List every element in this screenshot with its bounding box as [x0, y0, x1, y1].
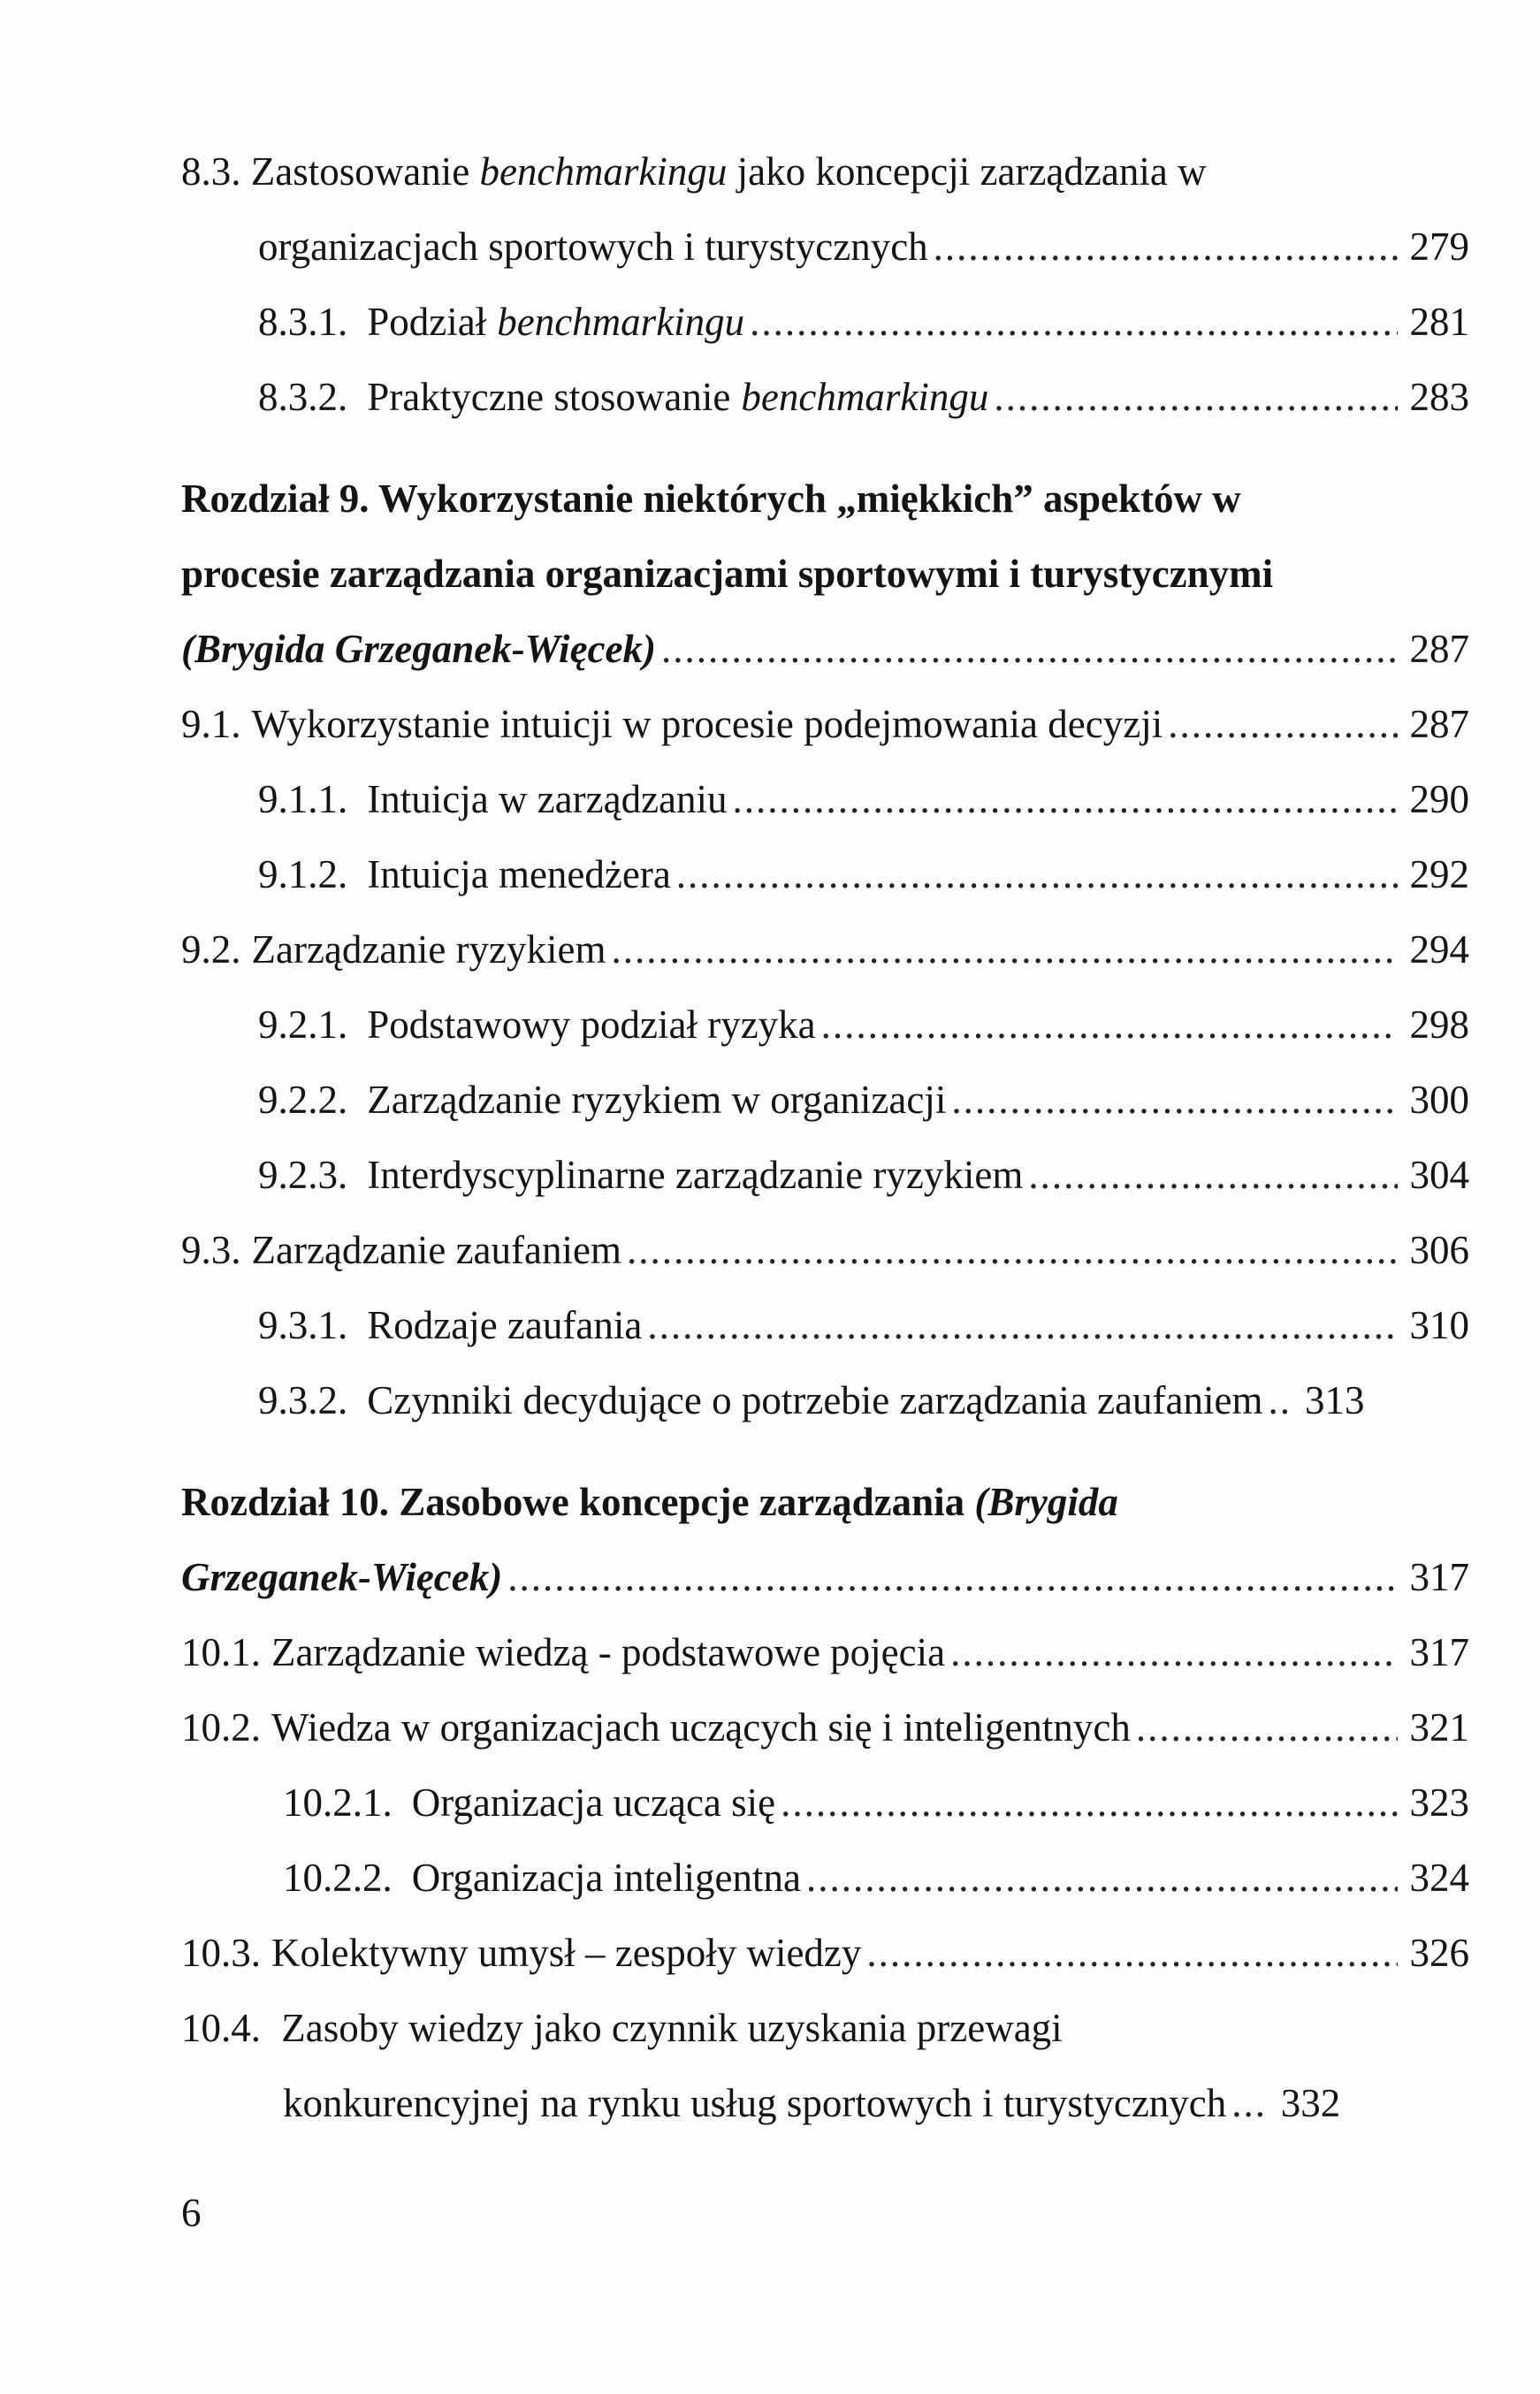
dot-leader — [806, 1855, 1398, 1901]
toc-entry-9-2-3 — [258, 1152, 1469, 1198]
entry-number: 9.2.3. — [258, 1153, 348, 1197]
dot-leader — [612, 926, 1398, 972]
page-ref: 298 — [1409, 1003, 1469, 1047]
chapter-label: Rozdział 10. — [181, 1480, 389, 1524]
toc-entry-9-1 — [181, 701, 1469, 747]
page-ref: 317 — [1409, 1555, 1469, 1599]
toc-entry-9-3 — [181, 1227, 1469, 1273]
toc-entry-8-3-1 — [258, 299, 1469, 345]
dot-leader — [507, 1554, 1398, 1600]
entry-number: 10.1. — [181, 1630, 261, 1674]
entry-title: Wiedza w organizacjach uczących się i inteligentnych — [271, 1705, 1131, 1750]
chapter-author: (Brygida — [974, 1480, 1118, 1524]
page-ref: 332 — [1280, 2081, 1341, 2125]
toc-entry-8-3-cont — [258, 224, 1469, 270]
entry-title-italic: benchmarkingu — [479, 149, 728, 194]
toc-entry-10-2-1 — [283, 1780, 1469, 1826]
entry-title: Wykorzystanie intuicji w procesie podejmowania decyzji — [251, 702, 1163, 746]
dot-leader — [627, 1227, 1398, 1273]
toc-entry-8-3 — [181, 149, 1207, 194]
dot-leader — [994, 374, 1398, 420]
page-ref: 294 — [1409, 927, 1469, 972]
toc-entry-10-4 — [181, 2005, 1063, 2051]
toc-entry-9-3-1 — [258, 1302, 1469, 1348]
entry-number: 9.1.2. — [258, 852, 348, 896]
chapter-9-heading — [181, 476, 1241, 522]
toc-entry-10-2-2 — [283, 1855, 1469, 1901]
dot-leader — [1028, 1152, 1398, 1198]
entry-number: 9.1. — [181, 702, 241, 746]
chapter-label: Rozdział 9. — [181, 477, 370, 521]
toc-entry-9-3-2 — [258, 1377, 1469, 1423]
entry-number: 9.2.1. — [258, 1003, 348, 1047]
entry-number: 9.3.1. — [258, 1303, 348, 1347]
page-ref: 317 — [1409, 1630, 1469, 1674]
toc-entry-10-1 — [181, 1629, 1469, 1675]
entry-number: 8.3.1. — [258, 300, 348, 344]
page-ref: 324 — [1409, 1856, 1469, 1900]
chapter-10-heading — [181, 1479, 1118, 1525]
entry-title: Praktyczne stosowanie — [367, 375, 731, 419]
entry-title: Podstawowy podział ryzyka — [367, 1003, 816, 1047]
chapter-author: Grzeganek-Więcek) — [181, 1555, 503, 1599]
entry-number: 8.3.2. — [258, 375, 348, 419]
entry-title: Zarządzanie wiedzą - podstawowe pojęcia — [271, 1630, 946, 1674]
page-ref: 287 — [1409, 702, 1469, 746]
entry-title: Intuicja menedżera — [367, 852, 671, 896]
dot-leader — [1268, 1377, 1292, 1423]
page-ref: 279 — [1409, 225, 1469, 269]
entry-title: Rodzaje zaufania — [367, 1303, 643, 1347]
entry-number: 9.3. — [181, 1228, 241, 1272]
dot-leader — [950, 1629, 1398, 1675]
entry-title: Intuicja w zarządzaniu — [367, 777, 728, 821]
dot-leader — [781, 1780, 1398, 1826]
entry-title: Organizacja ucząca się — [411, 1780, 776, 1825]
page-ref: 313 — [1304, 1378, 1365, 1422]
page-ref: 283 — [1409, 375, 1469, 419]
entry-title: Zarządzanie ryzykiem w organizacji — [367, 1078, 947, 1122]
page-ref: 310 — [1409, 1303, 1469, 1347]
entry-title: Kolektywny umysł – zespoły wiedzy — [271, 1931, 862, 1975]
entry-title: Zarządzanie ryzykiem — [251, 927, 606, 972]
entry-number: 10.3. — [181, 1931, 261, 1975]
page-ref: 300 — [1409, 1078, 1469, 1122]
chapter-9-heading-cont — [181, 551, 1273, 597]
entry-title: Zastosowanie — [250, 149, 470, 194]
entry-title: jako koncepcji zarządzania w — [736, 149, 1207, 194]
entry-title: Czynniki decydujące o potrzebie zarządzania zaufaniem — [367, 1378, 1263, 1422]
entry-number: 10.2.1. — [283, 1780, 393, 1825]
chapter-9-author-line — [181, 626, 1469, 672]
toc-entry-10-2 — [181, 1704, 1469, 1750]
entry-title: Organizacja inteligentna — [411, 1856, 801, 1900]
entry-number: 10.2.2. — [283, 1856, 393, 1900]
page-ref: 326 — [1409, 1931, 1469, 1975]
entry-title-italic: benchmarkingu — [497, 300, 745, 344]
dot-leader — [951, 1077, 1398, 1123]
page-ref: 290 — [1409, 777, 1469, 821]
chapter-author: (Brygida Grzeganek-Więcek) — [181, 627, 656, 671]
page-number: 6 — [181, 2191, 202, 2235]
entry-title: Zasoby wiedzy jako czynnik uzyskania przewagi — [281, 2006, 1063, 2050]
entry-title: Zarządzanie zaufaniem — [251, 1228, 621, 1272]
toc-entry-9-2 — [181, 926, 1469, 972]
entry-title: Interdyscyplinarne zarządzanie ryzykiem — [367, 1153, 1024, 1197]
entry-number: 9.3.2. — [258, 1378, 348, 1422]
chapter-title: Wykorzystanie niektórych „miękkich” aspektów w — [377, 477, 1241, 521]
entry-number: 10.4. — [181, 2006, 261, 2050]
toc-entry-9-1-2 — [258, 851, 1469, 897]
page-ref: 321 — [1409, 1705, 1469, 1750]
dot-leader — [647, 1302, 1398, 1348]
dot-leader — [750, 299, 1398, 345]
entry-title-italic: benchmarkingu — [741, 375, 989, 419]
toc-entry-10-3 — [181, 1930, 1469, 1976]
dot-leader — [866, 1930, 1398, 1976]
entry-number: 8.3. — [181, 149, 241, 194]
entry-number: 9.2.2. — [258, 1078, 348, 1122]
dot-leader — [661, 626, 1398, 672]
toc-entry-9-2-1 — [258, 1002, 1469, 1048]
dot-leader — [733, 776, 1398, 822]
dot-leader — [1168, 701, 1398, 747]
toc-entry-9-2-2 — [258, 1077, 1469, 1123]
page-ref: 292 — [1409, 852, 1469, 896]
toc-entry-9-1-1 — [258, 776, 1469, 822]
page-ref: 306 — [1409, 1228, 1469, 1272]
toc-entry-8-3-2 — [258, 374, 1469, 420]
chapter-title: Zasobowe koncepcje zarządzania — [399, 1480, 965, 1524]
entry-number: 9.2. — [181, 927, 241, 972]
entry-number: 9.1.1. — [258, 777, 348, 821]
chapter-10-author-line — [181, 1554, 1469, 1600]
dot-leader — [1231, 2080, 1269, 2126]
dot-leader — [676, 851, 1398, 897]
toc-entry-10-4-cont — [283, 2080, 1469, 2126]
page-ref: 287 — [1409, 627, 1469, 671]
page-ref: 323 — [1409, 1780, 1469, 1825]
entry-number: 10.2. — [181, 1705, 261, 1750]
page-ref: 304 — [1409, 1153, 1469, 1197]
entry-title: konkurencyjnej na rynku usług sportowych i turystycznych — [283, 2081, 1227, 2125]
dot-leader — [1136, 1704, 1398, 1750]
dot-leader — [934, 224, 1398, 270]
dot-leader — [821, 1002, 1398, 1048]
entry-title: Podział — [367, 300, 487, 344]
chapter-title: procesie zarządzania organizacjami sportowymi i turystycznymi — [181, 552, 1274, 596]
entry-title: organizacjach sportowych i turystycznych — [258, 225, 928, 269]
page-ref: 281 — [1409, 300, 1469, 344]
